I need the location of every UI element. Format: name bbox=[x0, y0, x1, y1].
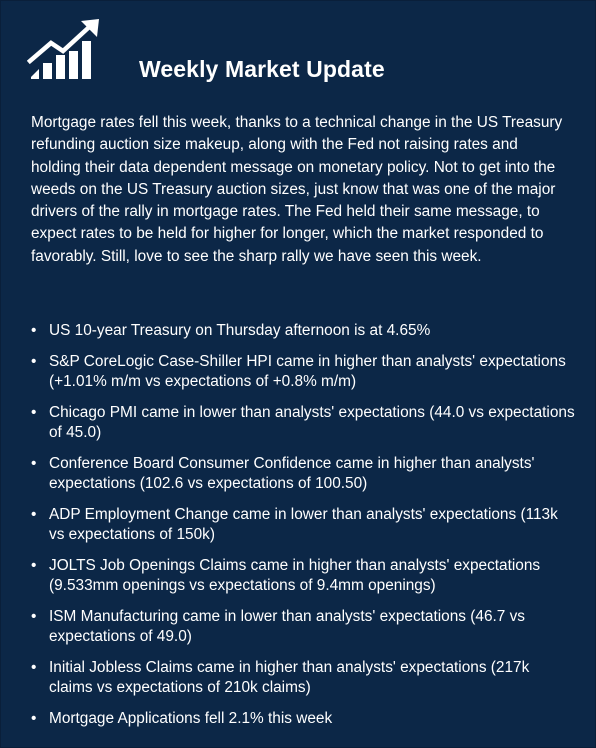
list-item: • Mortgage Applications fell 2.1% this week bbox=[31, 709, 576, 729]
list-item: • Initial Jobless Claims came in higher than analysts' expectations (217k claims vs expectations of 210k claims) bbox=[31, 658, 576, 698]
bar-chart-trending-up-icon bbox=[27, 17, 103, 81]
list-item: • ISM Manufacturing came in lower than analysts' expectations (46.7 vs expectations of 49.0) bbox=[31, 607, 576, 647]
intro-paragraph: Mortgage rates fell this week, thanks to a technical change in the US Treasury refunding auction size makeup, along with the Fed not raising rates and holding their data dependent message on monetary policy. Not to get into the weeds on the US Treasury auction sizes, just know that was one of the major drivers of the rally in mortgage rates. The Fed held their same message, to expect rates to be held for higher for longer, which the market responded to favorably. Still, love to see the sharp rally we have seen this week. bbox=[31, 114, 563, 265]
list-item: • JOLTS Job Openings Claims came in higher than analysts' expectations (9.533mm openings vs expectations of 9.4mm openings) bbox=[31, 556, 576, 596]
list-item: • Chicago PMI came in lower than analysts' expectations (44.0 vs expectations of 45.0) bbox=[31, 403, 576, 443]
list-item: • S&P CoreLogic Case-Shiller HPI came in higher than analysts' expectations (+1.01% m/m vs expectations of +0.8% m/m) bbox=[31, 352, 576, 392]
header bbox=[27, 17, 587, 87]
list-item: • Conference Board Consumer Confidence came in higher than analysts' expectations (102.6 vs expectations of 100.50) bbox=[31, 454, 576, 494]
page-title: Weekly Market Update bbox=[139, 56, 385, 82]
list-item: • US 10-year Treasury on Thursday afternoon is at 4.65% bbox=[31, 321, 576, 341]
list-item: • ADP Employment Change came in lower than analysts' expectations (113k vs expectations of 150k) bbox=[31, 505, 576, 545]
market-bullet-list bbox=[31, 321, 576, 740]
